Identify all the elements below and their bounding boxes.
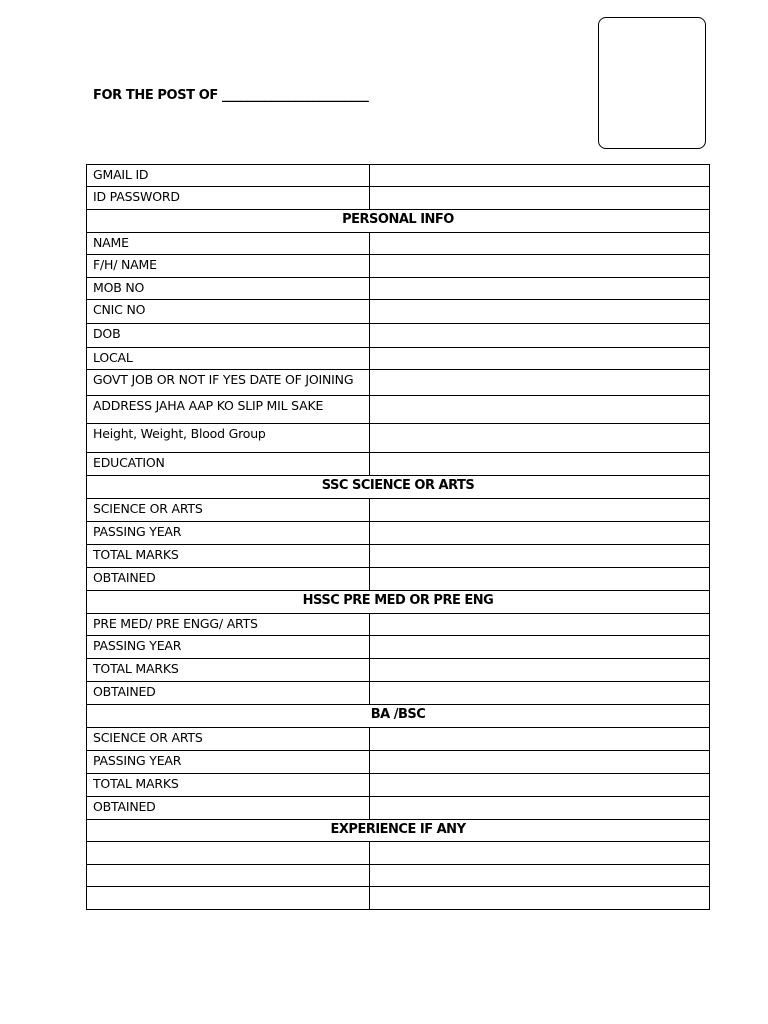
field-label-hssc-obtained: OBTAINED: [87, 682, 370, 705]
field-value-address[interactable]: [370, 396, 710, 424]
field-value-ba-science-or-arts[interactable]: [370, 728, 710, 751]
post-of-blank-line: ________________________: [222, 88, 369, 103]
table-row: [87, 545, 710, 568]
post-of-heading: [93, 88, 368, 103]
field-value-govt-job[interactable]: [370, 370, 710, 396]
field-label-height-weight-blood-group: Height, Weight, Blood Group: [87, 424, 370, 453]
field-value-hssc-group[interactable]: [370, 614, 710, 636]
table-row: [87, 499, 710, 522]
field-value-cnic-no[interactable]: [370, 300, 710, 324]
table-row: [87, 370, 710, 396]
section-heading-personal-info: PERSONAL INFO: [87, 210, 710, 233]
table-row: [87, 751, 710, 774]
table-row: [87, 659, 710, 682]
field-label-local: LOCAL: [87, 348, 370, 370]
field-label-hssc-group: PRE MED/ PRE ENGG/ ARTS: [87, 614, 370, 636]
table-row: [87, 300, 710, 324]
section-row: [87, 705, 710, 728]
experience-cell-2b[interactable]: [370, 865, 710, 887]
field-label-ba-total-marks: TOTAL MARKS: [87, 774, 370, 797]
table-row: [87, 165, 710, 187]
field-value-height-weight-blood-group[interactable]: [370, 424, 710, 453]
section-row: [87, 591, 710, 614]
application-form-table: [86, 164, 710, 910]
experience-cell-3a[interactable]: [87, 887, 370, 910]
field-value-gmail-id[interactable]: [370, 165, 710, 187]
field-value-local[interactable]: [370, 348, 710, 370]
field-label-id-password: ID PASSWORD: [87, 187, 370, 210]
field-value-ssc-obtained[interactable]: [370, 568, 710, 591]
table-row: [87, 522, 710, 545]
field-value-ba-passing-year[interactable]: [370, 751, 710, 774]
post-of-label: FOR THE POST OF: [93, 88, 218, 103]
field-value-ssc-passing-year[interactable]: [370, 522, 710, 545]
field-label-govt-job: GOVT JOB OR NOT IF YES DATE OF JOINING: [87, 370, 370, 396]
field-value-hssc-passing-year[interactable]: [370, 636, 710, 659]
section-row: [87, 476, 710, 499]
table-row: [87, 255, 710, 278]
table-row: [87, 187, 710, 210]
field-value-dob[interactable]: [370, 324, 710, 348]
field-value-fh-name[interactable]: [370, 255, 710, 278]
table-row: [87, 842, 710, 865]
experience-cell-3b[interactable]: [370, 887, 710, 910]
table-row: [87, 865, 710, 887]
table-row: [87, 278, 710, 300]
experience-cell-1b[interactable]: [370, 842, 710, 865]
field-label-name: NAME: [87, 233, 370, 255]
section-row: [87, 210, 710, 233]
table-row: [87, 774, 710, 797]
table-row: [87, 636, 710, 659]
table-row: [87, 797, 710, 820]
field-label-dob: DOB: [87, 324, 370, 348]
section-heading-hssc: HSSC PRE MED OR PRE ENG: [87, 591, 710, 614]
table-row: [87, 887, 710, 910]
field-label-education: EDUCATION: [87, 453, 370, 476]
field-label-ba-passing-year: PASSING YEAR: [87, 751, 370, 774]
table-row: [87, 614, 710, 636]
field-label-ssc-passing-year: PASSING YEAR: [87, 522, 370, 545]
section-heading-experience: EXPERIENCE IF ANY: [87, 820, 710, 842]
field-value-hssc-obtained[interactable]: [370, 682, 710, 705]
field-value-hssc-total-marks[interactable]: [370, 659, 710, 682]
table-row: [87, 682, 710, 705]
field-value-education[interactable]: [370, 453, 710, 476]
section-row: [87, 820, 710, 842]
experience-cell-2a[interactable]: [87, 865, 370, 887]
field-value-ssc-total-marks[interactable]: [370, 545, 710, 568]
field-label-hssc-total-marks: TOTAL MARKS: [87, 659, 370, 682]
table-row: [87, 453, 710, 476]
field-label-gmail-id: GMAIL ID: [87, 165, 370, 187]
photo-box: [598, 17, 706, 149]
section-heading-ba-bsc: BA /BSC: [87, 705, 710, 728]
table-row: [87, 568, 710, 591]
table-row: [87, 396, 710, 424]
field-label-ssc-total-marks: TOTAL MARKS: [87, 545, 370, 568]
field-label-hssc-passing-year: PASSING YEAR: [87, 636, 370, 659]
section-heading-ssc: SSC SCIENCE OR ARTS: [87, 476, 710, 499]
field-label-ba-obtained: OBTAINED: [87, 797, 370, 820]
experience-cell-1a[interactable]: [87, 842, 370, 865]
field-value-name[interactable]: [370, 233, 710, 255]
table-row: [87, 348, 710, 370]
field-value-id-password[interactable]: [370, 187, 710, 210]
field-label-ssc-obtained: OBTAINED: [87, 568, 370, 591]
field-value-mob-no[interactable]: [370, 278, 710, 300]
field-label-ssc-science-or-arts: SCIENCE OR ARTS: [87, 499, 370, 522]
field-label-ba-science-or-arts: SCIENCE OR ARTS: [87, 728, 370, 751]
field-label-address: ADDRESS JAHA AAP KO SLIP MIL SAKE: [87, 396, 370, 424]
table-row: [87, 324, 710, 348]
field-value-ba-total-marks[interactable]: [370, 774, 710, 797]
field-value-ssc-science-or-arts[interactable]: [370, 499, 710, 522]
table-row: [87, 728, 710, 751]
field-label-mob-no: MOB NO: [87, 278, 370, 300]
field-label-cnic-no: CNIC NO: [87, 300, 370, 324]
table-row: [87, 233, 710, 255]
field-label-fh-name: F/H/ NAME: [87, 255, 370, 278]
table-row: [87, 424, 710, 453]
field-value-ba-obtained[interactable]: [370, 797, 710, 820]
